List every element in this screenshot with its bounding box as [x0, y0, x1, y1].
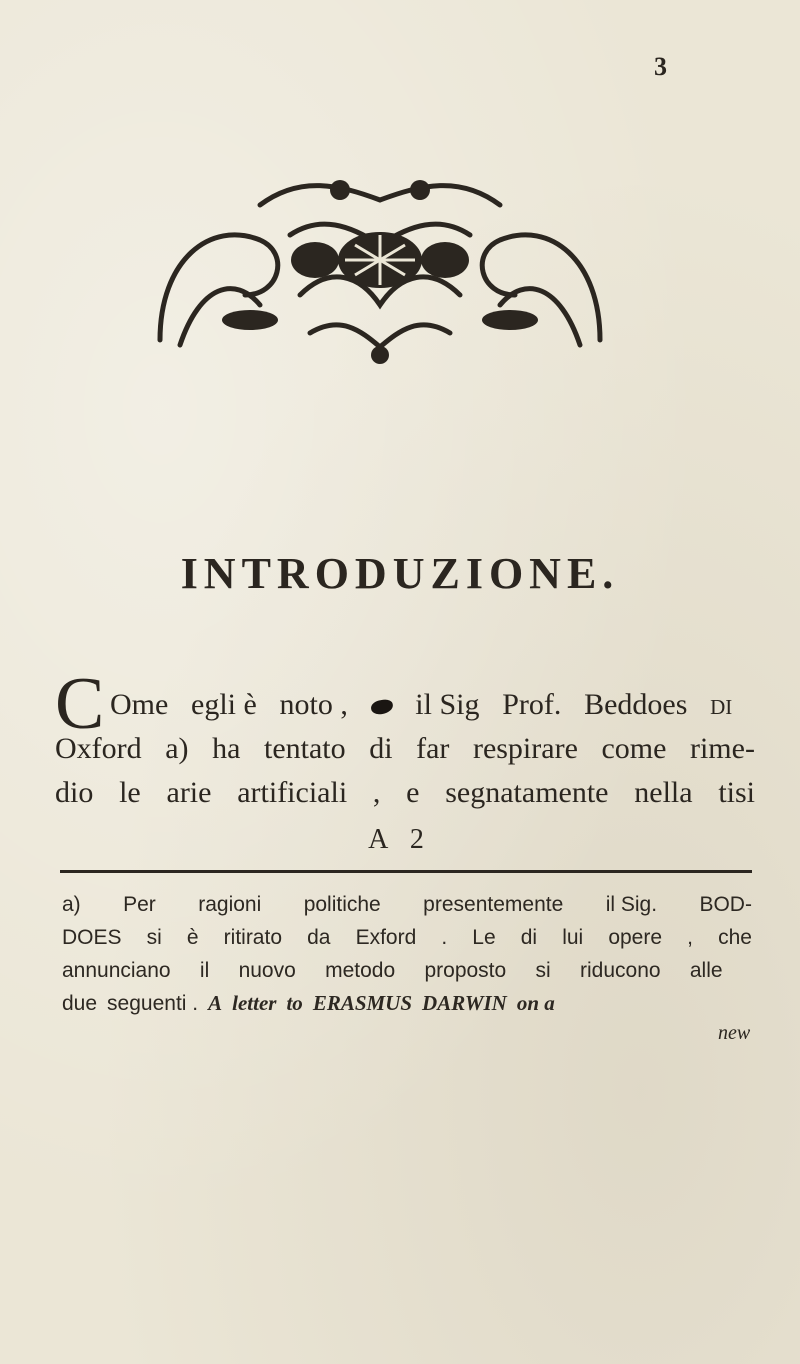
word: far	[416, 732, 450, 765]
footnote-line-2: DOES si è ritirato da Exford . Le di lui opere , che	[62, 926, 752, 949]
signature-mark: A 2	[368, 824, 432, 855]
word: Beddoes	[584, 688, 688, 721]
body-paragraph	[55, 663, 755, 815]
word: e	[406, 776, 420, 809]
body-line-3	[55, 771, 755, 815]
word: ha	[212, 732, 241, 765]
word: di	[710, 688, 733, 721]
word: Oxford	[55, 732, 142, 765]
drop-cap: C	[55, 663, 105, 745]
word: a)	[165, 732, 189, 765]
word: il Sig	[415, 688, 480, 721]
word: artificiali	[237, 776, 348, 809]
ink-blot	[370, 699, 394, 716]
footnote	[62, 888, 752, 1020]
word: tentato	[263, 732, 346, 765]
word: dio	[55, 776, 94, 809]
word: Prof.	[502, 688, 562, 721]
word: ,	[372, 776, 381, 809]
word: le	[119, 776, 141, 809]
word: come	[601, 732, 667, 765]
body-line-2	[55, 727, 755, 771]
decorative-headpiece-ornament	[140, 165, 620, 370]
footnote-line-1: a) Per ragioni politiche presentemente il Sig. BOD-	[62, 893, 752, 916]
word: nella	[634, 776, 693, 809]
word: segnatamente	[445, 776, 609, 809]
word: rime-	[689, 732, 755, 765]
page-number: 3	[654, 52, 667, 81]
word: Ome	[110, 688, 169, 721]
word: egli è	[191, 688, 257, 721]
footnote-line-3: annunciano il nuovo metodo proposto si riducono alle	[62, 959, 723, 982]
body-line-1	[55, 663, 755, 745]
footnote-line-4: due seguenti . A letter to ERASMUS DARWIN on a	[62, 991, 555, 1015]
footnote-rule	[60, 870, 752, 873]
word: arie	[166, 776, 212, 809]
section-title: INTRODUZIONE.	[180, 549, 620, 598]
word: di	[369, 732, 393, 765]
word: respirare	[472, 732, 578, 765]
catchword: new	[718, 1022, 751, 1044]
word: noto ,	[279, 688, 348, 721]
word: tisi	[718, 776, 755, 809]
